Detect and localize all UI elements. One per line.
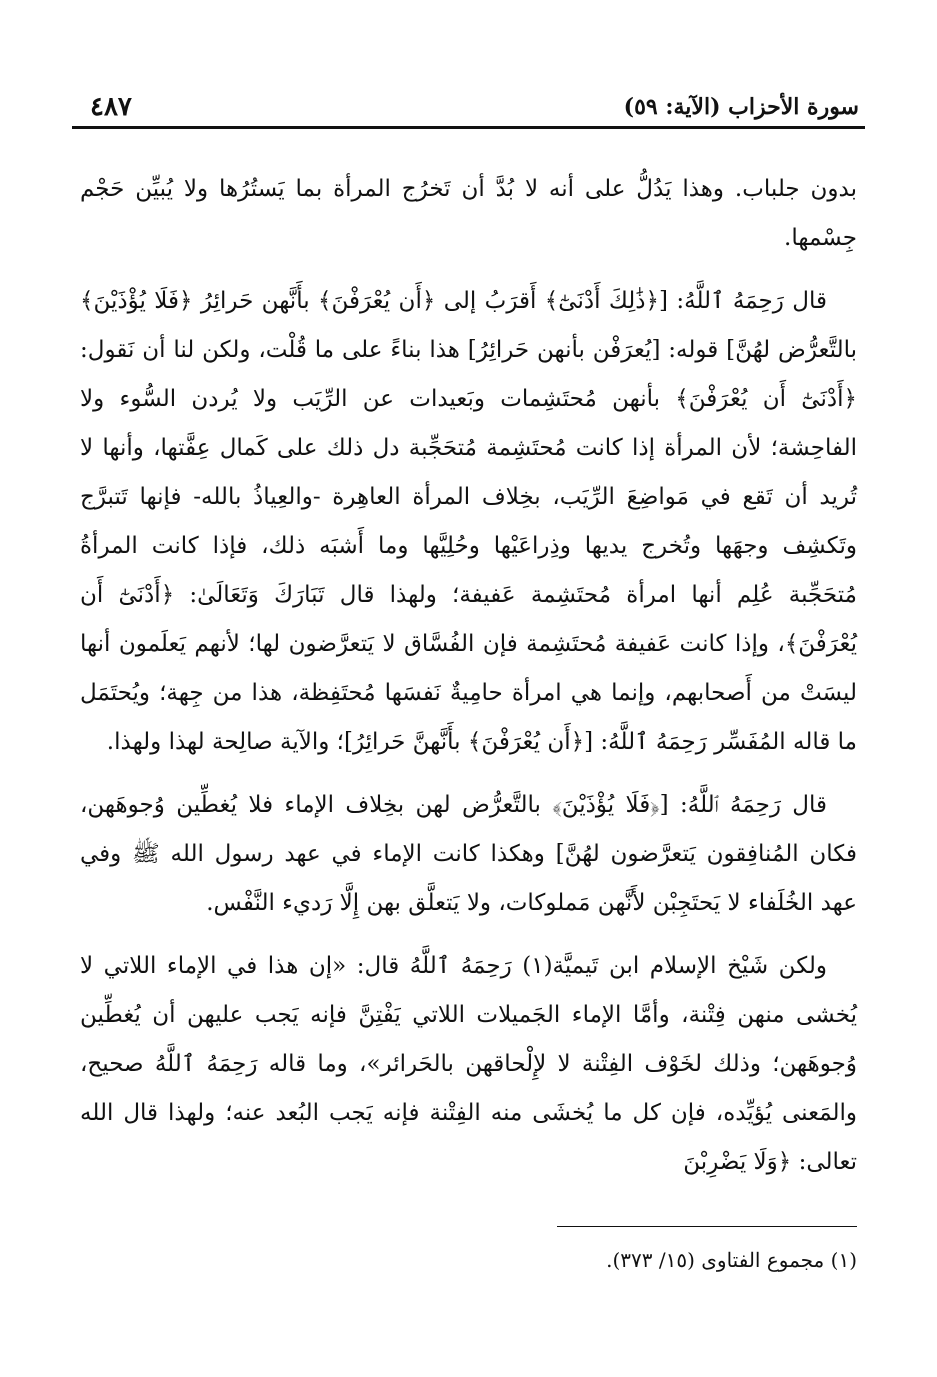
surah-title: سورة الأحزاب (الآية: ٥٩)	[623, 94, 859, 120]
paragraph: قال رَحِمَهُ ٱللَّهُ: [﴿فَلَا يُؤْذَيْنَ﴾ بالتَّعرُّض لهن بخِلاف الإماء فلا يُغطِّين وُجوهَهن، فكان المُنافِقون يَتعرَّضون لهُنَّ] وهكذا كانت الإماء في عهد رسول الله ﷺ وفي عهد الخُلَفاء لا يَحتَجِبْن لأَنَّهن مَملوكات، ولا يَتعلَّق بهن إِلَّا رَديء النَّفْس.	[80, 792, 857, 916]
paragraph: ولكن شَيْخ الإسلام ابن تَيميَّة(١) رَحِمَهُ ٱللَّهُ قال: «إن هذا في الإماء اللاتي لا يُخشى منهن فِتْنة، وأمَّا الإماء الجَميلات اللاتي يَفْتِنَّ فإنه يَجب عليهن أن يُغطِّين وُجوهَهن؛ وذلك لخَوْف الفِتْنة لا لإِلْحاقهن بالحَرائر»، وما قاله رَحِمَهُ ٱللَّهُ صحيح، والمَعنى يُؤيِّده، فإن كل ما يُخشَى منه الفِتْنة فإنه يَجب البُعد عنه؛ ولهذا قال الله تعالى: ﴿وَلَا يَضْرِبْنَ	[80, 953, 857, 1175]
paragraph: قال رَحِمَهُ ٱللَّهُ: [﴿ذَٰلِكَ أَدْنَىٰٓ﴾ أَقرَبُ إلى ﴿أَن يُعْرَفْنَ﴾ بأَنَّهن حَرائِرُ ﴿فَلَا يُؤْذَيْنَ﴾ بالتَّعرُّض لهُنَّ] قوله: [يُعرَفْن بأنهن حَرائِرُ] هذا بناءً على ما قُلْت، ولكن لنا أن نَقول: ﴿أَدْنَىٰٓ أَن يُعْرَفْنَ﴾ بأنهن مُحتَشِمات وبَعيدات عن الرِّيَب ولا يُردن السُّوء ولا الفاحِشة؛ لأن المرأة إذا كانت مُحتَشِمة مُتحَجِّبة دل ذلك على كَمال عِفَّتها، وأنها لا تُريد أن تَقع في مَواضِعَ الرِّيَب، بخِلاف المرأة العاهِرة -والعِياذُ بالله- فإنها تَتبرَّج وتَكشِف وجهَها وتُخرج يديها وذِراعَيْها وحُلِيَّها وما أَشبَه ذلك، فإذا كانت المرأةُ مُتحَجِّبة عُلِم أنها امرأة مُحتَشِمة عَفيفة؛ ولهذا قال تَبَارَكَ وَتَعَالَىٰ: ﴿أَدْنَىٰٓ أَن يُعْرَفْنَ﴾، وإذا كانت عَفيفة مُحتَشِمة فإن الفُسَّاق لا يَتعرَّضون لها؛ لأنهم يَعلَمون أنها ليسَتْ من أَصحابهم، وإنما هي امرأة حامِيةٌ نَفسَها مُحتَفِظة، هذا من جِهة؛ ويُحتَمَل ما قاله المُفَسِّر رَحِمَهُ ٱللَّهُ: [﴿أَن يُعْرَفْنَ﴾ بأَنَّهنَّ حَرائِرُ]؛ والآية صالِحة لهذا ولهذا.	[80, 288, 857, 755]
footnote: (١) مجموع الفتاوى (١٥/ ٣٧٣).	[606, 1248, 857, 1272]
running-header	[78, 92, 859, 126]
header-divider	[72, 126, 865, 129]
paragraph: بدون جلباب. وهذا يَدُلُّ على أنه لا بُدَّ أن تَخرُج المرأة بما يَستُرُها ولا يُبيِّن حَجْم جِسْمها.	[80, 176, 857, 251]
page-number: ٤٨٧	[90, 92, 132, 122]
footnote-divider	[557, 1226, 857, 1227]
body-text	[80, 165, 857, 1201]
